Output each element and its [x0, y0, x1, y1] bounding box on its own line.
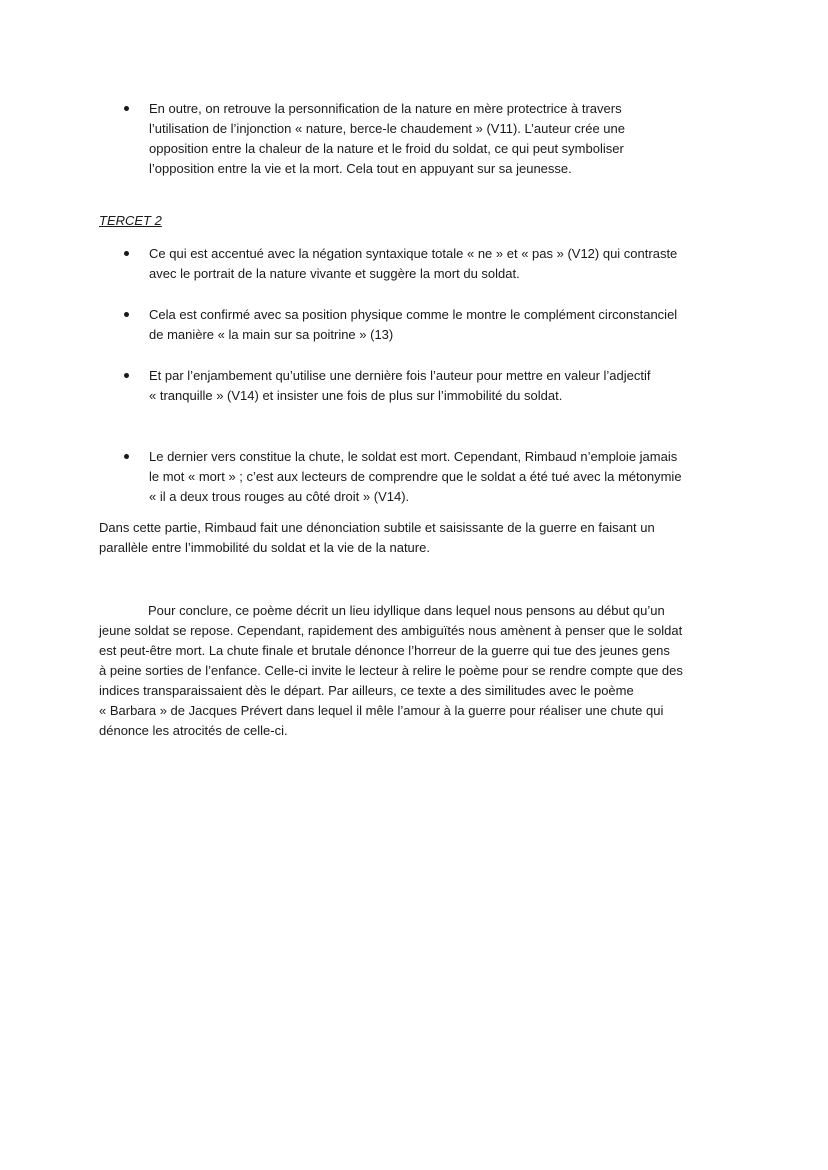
bullet-icon: [124, 251, 129, 256]
bullet-line: Cela est confirmé avec sa position physique comme le montre le complément circonstanciel: [149, 307, 678, 322]
paragraph-line: à peine sorties de l’enfance. Celle-ci invite le lecteur à relire le poème pour se rendre compte que des: [99, 663, 683, 678]
bullet-line: le mot « mort » ; c’est aux lecteurs de comprendre que le soldat a été tué avec la métonymie: [149, 469, 682, 484]
bullet-line: Ce qui est accentué avec la négation syntaxique totale « ne » et « pas » (V12) qui contraste: [149, 246, 678, 261]
bullet-line: l’opposition entre la vie et la mort. Cela tout en appuyant sur sa jeunesse.: [149, 161, 572, 176]
bullet-line: avec le portrait de la nature vivante et suggère la mort du soldat.: [149, 266, 520, 281]
bullet-icon: [124, 373, 129, 378]
paragraph-line: dénonce les atrocités de celle-ci.: [99, 723, 288, 738]
bullet-line: opposition entre la chaleur de la nature et le froid du soldat, ce qui peut symboliser: [149, 141, 624, 156]
bullet-icon: [124, 106, 129, 111]
bullet-line: de manière « la main sur sa poitrine » (13): [149, 327, 394, 342]
section-heading: TERCET 2: [99, 213, 162, 228]
paragraph-line: est peut-être mort. La chute finale et brutale dénonce l’horreur de la guerre qui tue des jeunes gens: [99, 643, 670, 658]
bullet-line: Et par l’enjambement qu’utilise une dernière fois l’auteur pour mettre en valeur l’adjectif: [149, 368, 651, 383]
conclusion-paragraph: [99, 601, 739, 741]
bullet-item: [149, 305, 749, 345]
bullet-line: En outre, on retrouve la personnification de la nature en mère protectrice à travers: [149, 101, 622, 116]
paragraph-line: Dans cette partie, Rimbaud fait une dénonciation subtile et saisissante de la guerre en faisant un: [99, 520, 655, 535]
paragraph-line: « Barbara » de Jacques Prévert dans lequel il mêle l’amour à la guerre pour réaliser une chute qui: [99, 703, 664, 718]
bullet-line: l’utilisation de l’injonction « nature, berce-le chaudement » (V11). L’auteur crée une: [149, 121, 625, 136]
bullet-item: [149, 366, 749, 406]
bullet-line: « tranquille » (V14) et insister une fois de plus sur l’immobilité du soldat.: [149, 388, 563, 403]
bullet-item: [149, 99, 749, 179]
bullet-line: « il a deux trous rouges au côté droit » (V14).: [149, 489, 410, 504]
bullet-icon: [124, 312, 129, 317]
paragraph-line: indices transparaissaient dès le départ. Par ailleurs, ce texte a des similitudes avec le poème: [99, 683, 634, 698]
paragraph-line: Pour conclure, ce poème décrit un lieu idyllique dans lequel nous pensons au début qu’un: [148, 603, 665, 618]
bullet-item: [149, 244, 749, 284]
paragraph-line: parallèle entre l’immobilité du soldat et la vie de la nature.: [99, 540, 430, 555]
bullet-icon: [124, 454, 129, 459]
bullet-item: [149, 447, 749, 507]
bullet-line: Le dernier vers constitue la chute, le soldat est mort. Cependant, Rimbaud n’emploie jamais: [149, 449, 678, 464]
paragraph-line: jeune soldat se repose. Cependant, rapidement des ambiguïtés nous amènent à penser que le soldat: [99, 623, 683, 638]
summary-paragraph: [99, 518, 739, 558]
